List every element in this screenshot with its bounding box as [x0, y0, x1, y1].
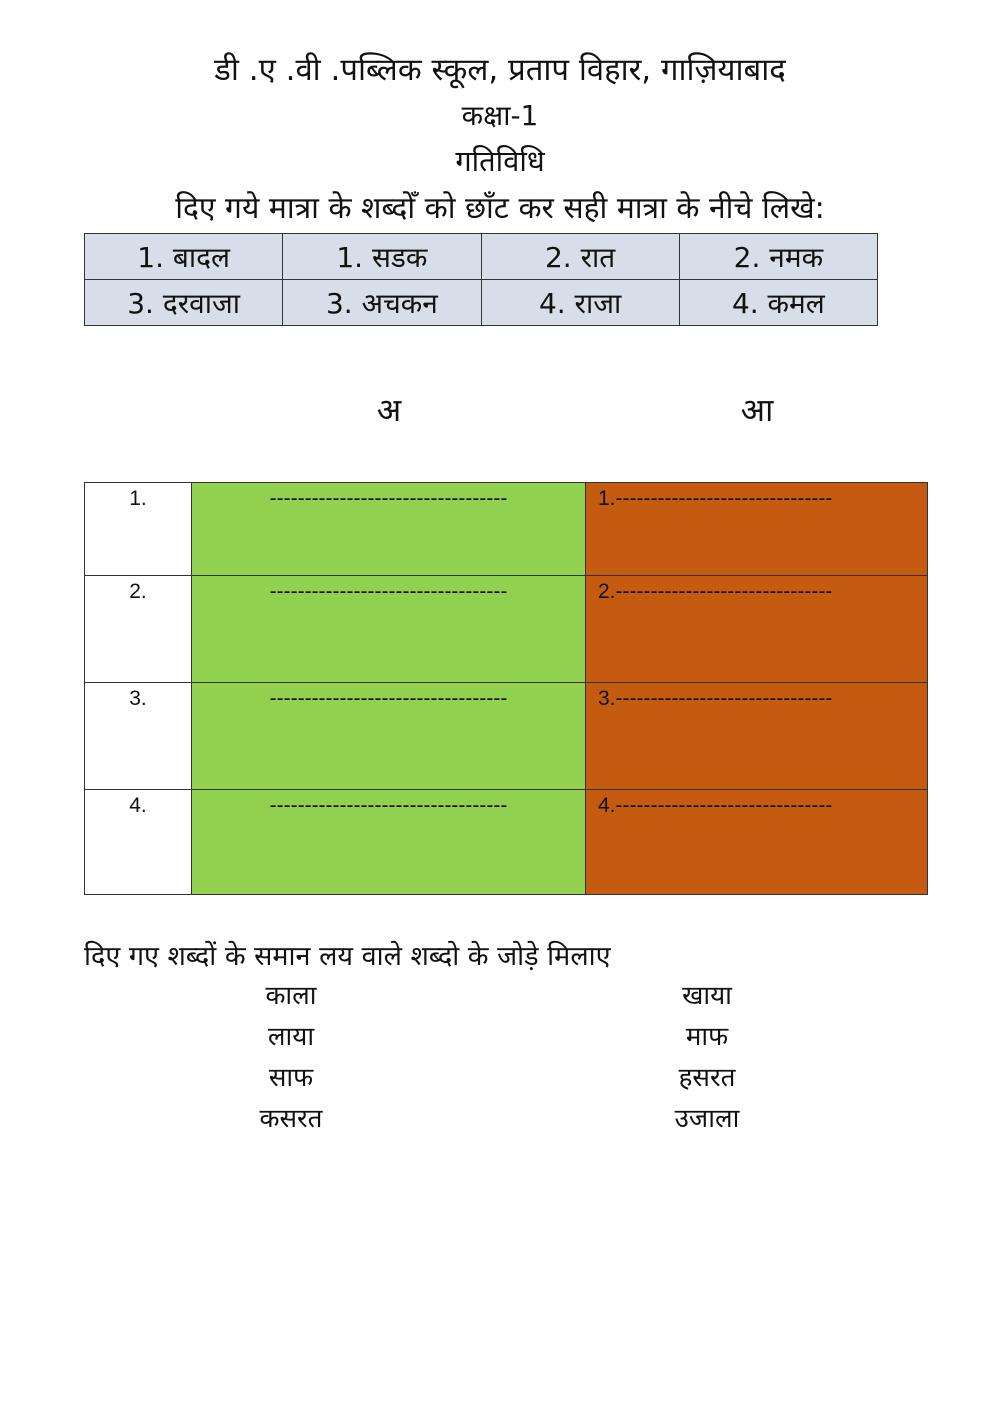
answer-blank-a[interactable]: ---------------------------------- [192, 683, 586, 790]
matching-right-column [607, 978, 807, 1142]
answer-blank-aa[interactable]: 1.------------------------------- [586, 483, 928, 576]
table-row [85, 790, 928, 895]
row-number: 1. [85, 483, 192, 576]
answer-blank-a[interactable]: ---------------------------------- [192, 790, 586, 895]
word-cell: 3. अचकन [283, 280, 481, 326]
table-row [85, 576, 928, 683]
row-number: 3. [85, 683, 192, 790]
match-word-right[interactable]: माफ [685, 1022, 729, 1052]
column-heading-a: अ [376, 391, 402, 429]
answer-blank-aa[interactable]: 2.------------------------------- [586, 576, 928, 683]
table-row [85, 234, 878, 280]
word-cell: 3. दरवाजा [85, 280, 283, 326]
table-row [85, 483, 928, 576]
answer-table [84, 482, 928, 895]
column-heading-aa: आ [740, 391, 774, 429]
match-word-left[interactable]: काला [265, 981, 317, 1011]
row-number: 2. [85, 576, 192, 683]
match-word-left[interactable]: कसरत [259, 1104, 323, 1134]
answer-blank-aa[interactable]: 4.------------------------------- [586, 790, 928, 895]
word-cell: 1. बादल [85, 234, 283, 280]
matching-left-column [191, 978, 391, 1142]
table-row [85, 683, 928, 790]
matching-instruction: दिए गए शब्दों के समान लय वाले शब्दो के जोड़े मिलाए [84, 941, 611, 972]
word-cell: 1. सडक [283, 234, 481, 280]
row-number: 4. [85, 790, 192, 895]
word-cell: 4. राजा [481, 280, 679, 326]
word-cell: 2. रात [481, 234, 679, 280]
word-cell: 2. नमक [679, 234, 877, 280]
word-list-table [84, 233, 878, 326]
match-word-right[interactable]: हसरत [678, 1063, 736, 1093]
class-label: कक्षा-1 [461, 99, 539, 132]
match-word-right[interactable]: खाया [682, 981, 732, 1011]
school-name: डी .ए .वी .पब्लिक स्कूल, प्रताप विहार, गाज़ियाबाद [214, 52, 786, 88]
answer-blank-a[interactable]: ---------------------------------- [192, 576, 586, 683]
word-cell: 4. कमल [679, 280, 877, 326]
answer-blank-aa[interactable]: 3.------------------------------- [586, 683, 928, 790]
answer-blank-a[interactable]: ---------------------------------- [192, 483, 586, 576]
match-word-left[interactable]: लाया [267, 1022, 315, 1052]
activity-title: गतिविधि [455, 144, 545, 178]
match-word-right[interactable]: उजाला [674, 1104, 740, 1134]
table-row [85, 280, 878, 326]
match-word-left[interactable]: साफ [268, 1063, 314, 1093]
sorting-instruction: दिए गये मात्रा के शब्दोँ को छाँट कर सही मात्रा के नीचे लिखे: [175, 191, 825, 226]
